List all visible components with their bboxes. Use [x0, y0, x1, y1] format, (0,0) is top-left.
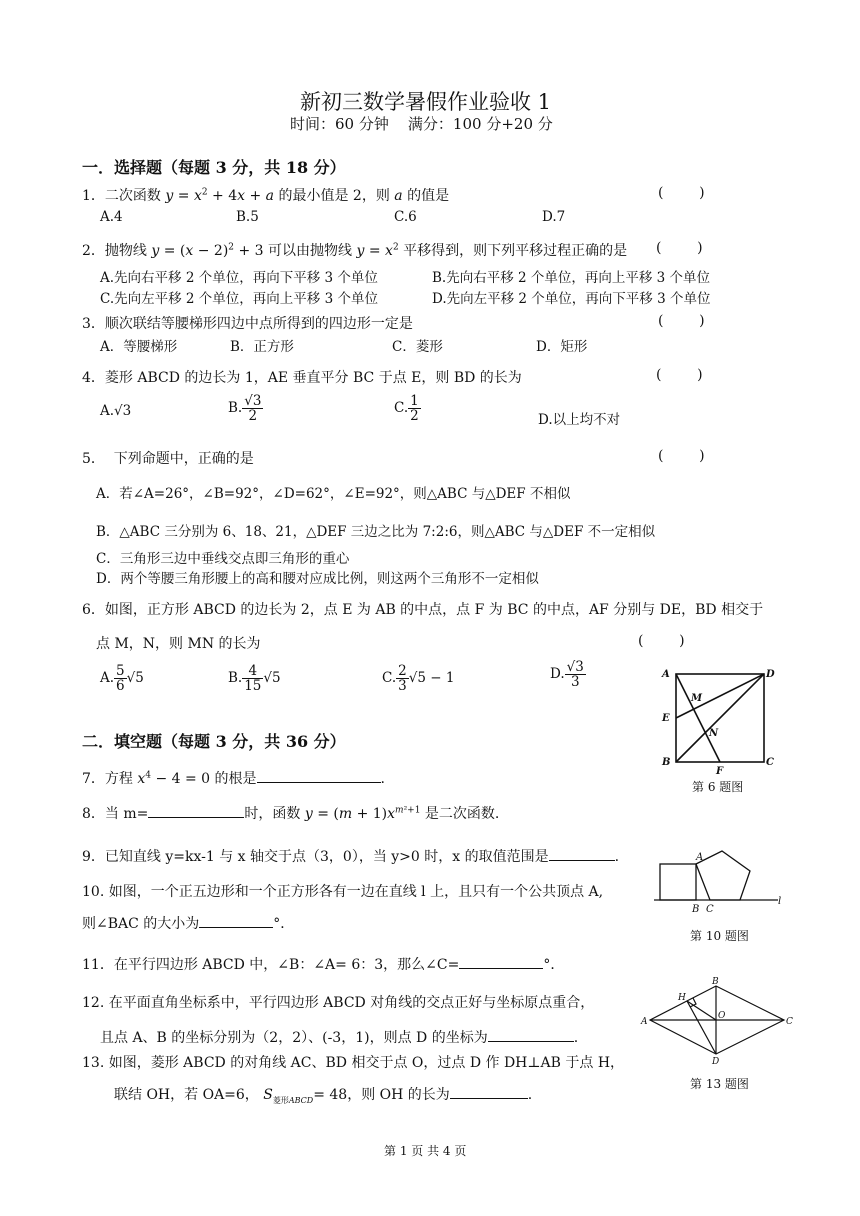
fig13-label-h: H [678, 993, 686, 1003]
fig13-label-b: B [712, 977, 719, 987]
fig13-label-c: C [786, 1017, 793, 1027]
q1-option-b: B.5 [236, 209, 259, 225]
fig10-label-c: C [706, 904, 714, 915]
q13-area-symbol: $S_{菱形ABCD}$ [263, 1087, 314, 1105]
question-4: 4．菱形 ABCD 的边长为 1，AE 垂直平分 BC 于点 E，则 BD 的长为 [82, 370, 522, 386]
fig6-label-c: C [766, 757, 774, 768]
question-2: 2．抛物线 $y = (x - 2)^2 + 3$ 可以由抛物线 $y = x^2$ 平移得到，则下列平移过程正确的是 [82, 242, 628, 259]
exam-title: 新初三数学暑假作业验收 1 [300, 90, 552, 114]
q8-answer-blank[interactable] [148, 803, 244, 818]
question-8: 8．当 m= 时，函数 $y = (m + 1)x^{m^2+1}$ 是二次函数. [82, 803, 499, 823]
q13-answer-blank[interactable] [450, 1084, 528, 1099]
q7-answer-blank[interactable] [257, 768, 381, 783]
answer-paren-6: ( ) [638, 633, 685, 649]
q4-option-a: A.√3 [100, 403, 132, 419]
q12-answer-blank[interactable] [488, 1027, 574, 1042]
page-footer: 第 1 页 共 4 页 [384, 1144, 467, 1158]
q5-option-a: A．若∠A=26°，∠B=92°，∠D=62°，∠E=92°，则△ABC 与△DEF 不相似 [96, 486, 571, 502]
answer-paren-1: ( ) [658, 185, 705, 201]
q6-option-d: D. $\frac{√3}{3}$ [550, 659, 584, 691]
q1-option-d: D.7 [542, 209, 566, 225]
fig10-label-a: A [696, 852, 704, 863]
answer-paren-2: ( ) [656, 240, 703, 256]
q10-answer-blank[interactable] [199, 913, 273, 928]
fig6-label-e: E [662, 713, 670, 724]
q2-option-b: B.先向右平移 2 个单位，再向上平移 3 个单位 [432, 270, 711, 286]
question-12-line-1: 12. 在平面直角坐标系中，平行四边形 ABCD 对角线的交点正好与坐标原点重合， [82, 995, 595, 1011]
q2-formula-2: $y = x^2$ [356, 242, 399, 259]
q6-option-b: B. $\frac{4}{15}$ √5 [228, 663, 281, 695]
fig6-label-f: F [716, 766, 724, 776]
figure-10-pentagon-square [654, 838, 786, 918]
fig13-label-a: A [641, 1017, 648, 1027]
q2-option-a: A.先向右平移 2 个单位，再向下平移 3 个单位 [100, 270, 378, 286]
question-10-line-1: 10. 如图，一个正五边形和一个正方形各有一边在直线 l 上，且只有一个公共顶点 A, [82, 884, 604, 900]
answer-paren-5: ( ) [658, 448, 705, 464]
q4-option-b: B. $\frac{√3}{2}$ [228, 393, 262, 425]
fig6-label-b: B [662, 757, 671, 768]
q11-answer-blank[interactable] [459, 954, 543, 969]
q8-formula: $y = (m + 1)x^{m^2+1}$ [304, 805, 421, 822]
figure-10-caption: 第 10 题图 [690, 929, 749, 943]
q2-option-c: C.先向左平移 2 个单位，再向上平移 3 个单位 [100, 291, 378, 307]
q1-option-c: C.6 [394, 209, 417, 225]
figure-6-caption: 第 6 题图 [692, 780, 744, 794]
answer-paren-4: ( ) [656, 367, 703, 383]
question-9: 9．已知直线 y=kx-1 与 x 轴交于点（3，0），当 y>0 时，x 的取值范围是 . [82, 846, 619, 866]
question-3: 3．顺次联结等腰梯形四边中点所得到的四边形一定是 [82, 316, 413, 332]
q6-option-c: C. $\frac{2}{3}$ √5 − 1 [382, 663, 455, 695]
figure-13-rhombus [640, 976, 794, 1066]
q3-option-d: D．矩形 [536, 339, 588, 355]
question-11: 11．在平行四边形 ABCD 中，∠B：∠A= 6：3，那么∠C= °． [82, 954, 564, 974]
answer-paren-3: ( ) [658, 313, 705, 329]
fig6-label-n: N [709, 728, 719, 739]
question-5: 5． 下列命题中，正确的是 [82, 451, 254, 467]
q7-formula: $x^4 - 4 = 0$ [137, 770, 211, 787]
fig13-label-d: D [712, 1057, 720, 1066]
fig6-label-d: D [766, 669, 775, 680]
q3-option-a: A．等腰梯形 [100, 339, 178, 355]
question-12-line-2: 且点 A、B 的坐标分别为（2，2）、(-3，1)，则点 D 的坐标为 . [100, 1027, 578, 1047]
q3-option-b: B．正方形 [230, 339, 294, 355]
section-1-heading: 一．选择题（每题 3 分，共 18 分） [82, 158, 346, 177]
q3-option-c: C．菱形 [392, 339, 443, 355]
fig6-label-m: M [691, 693, 703, 704]
question-10-line-2: 则∠BAC 的大小为 °． [82, 913, 294, 933]
figure-6-square [656, 666, 780, 776]
question-6-line-2: 点 M，N，则 MN 的长为 [96, 636, 261, 652]
q5-option-d: D．两个等腰三角形腰上的高和腰对应成比例，则这两个三角形不一定相似 [96, 571, 539, 587]
question-13-line-1: 13. 如图，菱形 ABCD 的对角线 AC、BD 相交于点 O，过点 D 作 DH⊥AB 于点 H， [82, 1055, 625, 1071]
q4-option-d: D.以上均不对 [538, 412, 621, 428]
fig6-label-a: A [662, 669, 670, 680]
question-13-line-2: 联结 OH，若 OA=6， $S_{菱形ABCD}= 48$，则 OH 的长为 . [114, 1084, 532, 1106]
q6-option-a: A. $\frac{5}{6}$ √5 [100, 663, 144, 695]
q1-option-a: A.4 [100, 209, 123, 225]
q9-answer-blank[interactable] [549, 846, 615, 861]
q2-option-d: D.先向左平移 2 个单位，再向下平移 3 个单位 [432, 291, 711, 307]
section-2-heading: 二．填空题（每题 3 分，共 36 分） [82, 732, 346, 751]
q1-formula: $y = x^2 + 4x + a$ [165, 187, 275, 204]
fig13-label-o: O [718, 1011, 726, 1021]
q5-option-c: C．三角形三边中垂线交点即三角形的重心 [96, 551, 350, 567]
q2-formula-1: $y = (x - 2)^2 + 3$ [151, 242, 264, 259]
question-7: 7．方程 $x^4 - 4 = 0$ 的根是 . [82, 768, 385, 788]
exam-subtitle: 时间：60 分钟 满分：100 分+20 分 [290, 115, 553, 133]
question-1: 1．二次函数 $y = x^2 + 4x + a$ 的最小值是 2，则 a 的值是 [82, 187, 450, 204]
q4-option-c: C. $\frac{1}{2}$ [394, 393, 419, 425]
figure-13-caption: 第 13 题图 [690, 1077, 749, 1091]
fig10-label-b: B [692, 904, 700, 915]
fig10-label-l: l [778, 896, 782, 907]
question-6-line-1: 6．如图，正方形 ABCD 的边长为 2，点 E 为 AB 的中点，点 F 为 BC 的中点，AF 分别与 DE，BD 相交于 [82, 602, 764, 618]
q5-option-b: B．△ABC 三分别为 6、18、21，△DEF 三边之比为 7:2:6，则△ABC 与△DEF 不一定相似 [96, 524, 656, 540]
